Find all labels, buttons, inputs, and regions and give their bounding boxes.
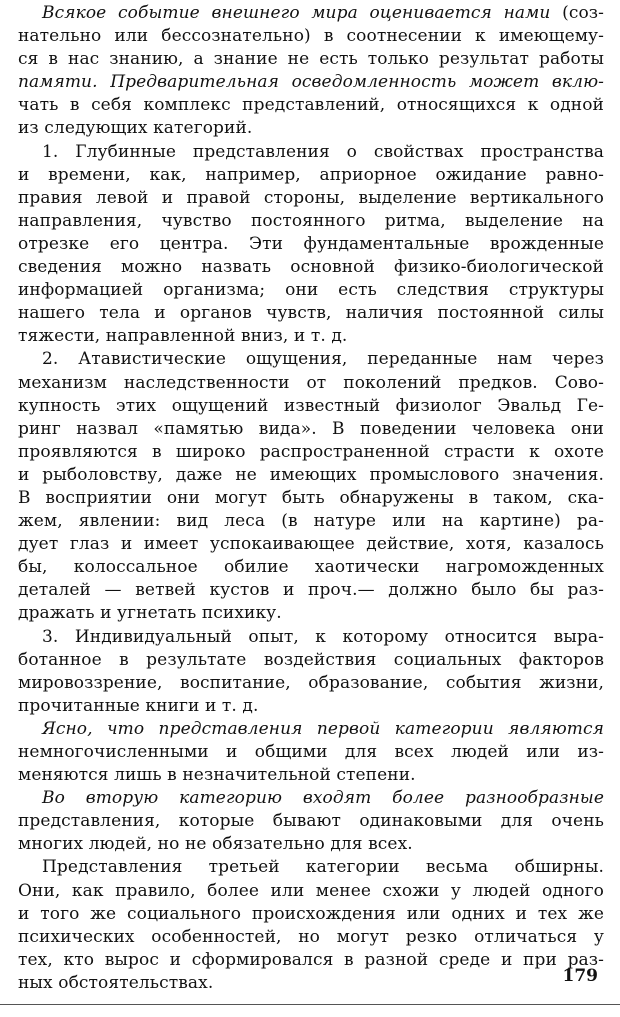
text-segment: и рыболовству, даже не имеющих промыслового значения.: [18, 464, 604, 485]
bottom-rule: [0, 1004, 620, 1005]
text-line: [18, 279, 604, 302]
text-line: [18, 787, 604, 810]
text-line: [18, 533, 604, 556]
text-line: [18, 325, 604, 348]
text-line: [18, 579, 604, 602]
text-segment: В восприятии они могут быть обнаружены в таком, ска-: [18, 487, 604, 508]
text-segment: и того же социального происхождения или одних и тех же: [18, 903, 604, 924]
text-segment: нашего тела и органов чувств, наличия постоянной силы: [18, 303, 604, 324]
text-segment: бы, колоссальное обилие хаотически нагроможденных: [18, 557, 604, 578]
text-segment: правия левой и правой стороны, выделение вертикального: [18, 187, 604, 208]
text-segment: из следующих категорий.: [18, 118, 253, 139]
text-line: [18, 25, 604, 48]
paragraph: [18, 348, 604, 625]
text-segment: ринг назвал «памятью вида». В поведении человека они: [18, 418, 604, 439]
text-line: [18, 441, 604, 464]
text-line: [18, 626, 604, 649]
text-line: [18, 372, 604, 395]
text-line: [18, 418, 604, 441]
text-segment: дует глаз и имеет успокаивающее действие, хотя, казалось: [18, 534, 604, 555]
italic-text: памяти. Предварительная осведомленность может вклю-: [18, 72, 604, 93]
text-segment: сведения можно назвать основной физико-биологической: [18, 257, 604, 278]
paragraph: [18, 626, 604, 718]
text-segment: ботанное в результате воздействия социальных факторов: [18, 649, 604, 670]
text-segment: (соз-: [562, 3, 604, 23]
text-line: [18, 348, 604, 371]
text-line: [18, 741, 604, 764]
text-segment: информацией организма; они есть следствия структуры: [18, 280, 604, 301]
text-segment: ных обстоятельствах.: [18, 972, 214, 993]
paragraph: [18, 718, 604, 787]
text-line: [18, 695, 604, 718]
text-segment: меняются лишь в незначительной степени.: [18, 765, 416, 786]
text-line: [18, 464, 604, 487]
text-line: [18, 764, 604, 787]
text-segment: купность этих ощущений известный физиолог Эвальд Ге-: [18, 395, 604, 416]
text-line: [18, 672, 604, 695]
text-segment: и времени, как, например, априорное ожидание равно-: [18, 164, 604, 185]
text-segment: 2. Атавистические ощущения, переданные нам через: [42, 349, 604, 370]
text-line: [18, 833, 604, 856]
text-segment: многих людей, но не обязательно для всех.: [18, 834, 413, 855]
text-line: [18, 71, 604, 94]
text-segment: отрезке его центра. Эти фундаментальные врожденные: [18, 233, 604, 254]
text-segment: Они, как правило, более или менее схожи у людей одного: [18, 880, 604, 901]
text-line: [18, 210, 604, 233]
text-line: [18, 256, 604, 279]
text-line: [18, 856, 604, 879]
text-line: [18, 880, 604, 903]
text-line: [18, 233, 604, 256]
text-segment: проявляются в широко распространенной страсти к охоте: [18, 441, 604, 462]
text-segment: чать в себя комплекс представлений, относящихся к одной: [18, 95, 604, 116]
text-segment: направления, чувство постоянного ритма, выделение на: [18, 210, 604, 231]
text-line: [18, 510, 604, 533]
text-line: [18, 302, 604, 325]
text-line: [18, 926, 604, 949]
text-line: [18, 187, 604, 210]
paragraph: [18, 141, 604, 349]
text-segment: Представления третьей категории весьма обширны.: [42, 857, 604, 878]
text-line: [18, 556, 604, 579]
text-segment: механизм наследственности от поколений предков. Сово-: [18, 372, 604, 393]
text-line: [18, 48, 604, 71]
text-line: [18, 395, 604, 418]
text-segment: жем, явлении: вид леса (в натуре или на картине) ра-: [18, 511, 604, 532]
text-segment: немногочисленными и общими для всех людей или из-: [18, 742, 604, 762]
text-line: [18, 903, 604, 926]
text-line: [18, 810, 604, 833]
text-segment: 3. Индивидуальный опыт, к которому относится выра-: [42, 626, 604, 647]
text-line: [18, 487, 604, 510]
text-line: [18, 94, 604, 117]
text-line: [18, 141, 604, 164]
text-segment: мировоззрение, воспитание, образование, события жизни,: [18, 672, 604, 693]
body-text: [18, 2, 604, 995]
text-line: [18, 117, 604, 140]
page-number: 179: [562, 966, 598, 986]
text-segment: психических особенностей, но могут резко отличаться у: [18, 926, 604, 947]
text-segment: представления, которые бывают одинаковыми для очень: [18, 811, 604, 832]
text-line: [18, 718, 604, 741]
text-segment: прочитанные книги и т. д.: [18, 695, 259, 716]
text-segment: дражать и угнетать психику.: [18, 603, 282, 624]
text-segment: нательно или бессознательно) в соотнесении к имеющему-: [18, 26, 604, 47]
text-segment: тяжести, направленной вниз, и т. д.: [18, 326, 348, 347]
text-line: [18, 164, 604, 187]
text-segment: тех, кто вырос и сформировался в разной среде и при раз-: [18, 949, 604, 970]
text-segment: 1. Глубинные представления о свойствах пространства: [42, 141, 604, 162]
paragraph: [18, 856, 604, 995]
paragraph: [18, 787, 604, 856]
italic-text: Ясно, что представления первой категории являются: [42, 718, 604, 739]
paragraph: [18, 2, 604, 141]
text-line: [18, 602, 604, 625]
text-segment: ся в нас знанию, а знание не есть только результат работы: [18, 49, 604, 70]
text-line: [18, 2, 604, 25]
text-line: [18, 972, 604, 995]
italic-text: Во вторую категорию входят более разнообразные: [42, 788, 604, 809]
text-segment: деталей — ветвей кустов и проч.— должно было бы раз-: [18, 580, 604, 601]
italic-text: Всякое событие внешнего мира оценивается нами: [42, 3, 563, 23]
text-line: [18, 949, 604, 972]
text-line: [18, 649, 604, 672]
